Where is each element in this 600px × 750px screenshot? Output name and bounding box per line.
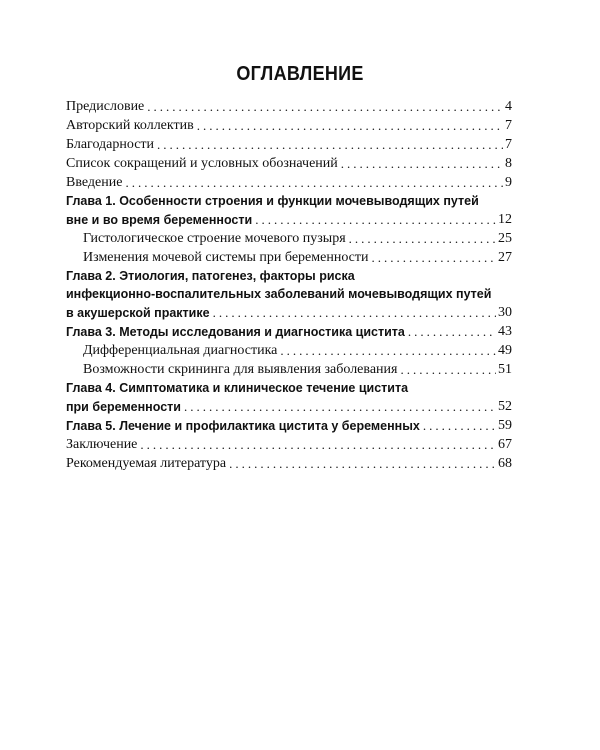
toc-entry-title: Предисловие — [66, 99, 145, 114]
toc-entry-abbreviations — [66, 153, 512, 172]
toc-entry-title: Заключение — [66, 437, 138, 452]
toc-entry-title: Благодарности — [66, 137, 155, 152]
toc-chapter-1-line1 — [66, 191, 512, 209]
dot-leader — [280, 343, 496, 359]
toc-entry-page: 7 — [505, 118, 512, 133]
dot-leader — [408, 324, 496, 340]
dot-leader — [372, 250, 496, 266]
toc-entry-page: 4 — [505, 99, 512, 114]
toc-entry-page: 43 — [498, 324, 512, 339]
page-title: ОГЛАВЛЕНИЕ — [236, 63, 364, 85]
dot-leader — [140, 437, 496, 453]
toc-entry-preface — [66, 96, 512, 115]
toc-entry-title: вне и во время беременности — [66, 213, 253, 227]
toc-entry-title: Рекомендуемая литература — [66, 456, 227, 471]
toc-entry-urinary-changes — [66, 247, 512, 266]
toc-entry-title: Авторский коллектив — [66, 118, 194, 133]
toc-entry-histology — [66, 228, 512, 247]
dot-leader — [423, 418, 496, 434]
toc-entry-title: Дифференциальная диагностика — [83, 343, 278, 358]
toc-entry-title: Глава 3. Методы исследования и диагностика цистита — [66, 325, 405, 339]
dot-leader — [349, 231, 496, 247]
toc-entry-title: Глава 5. Лечение и профилактика цистита у беременных — [66, 419, 420, 433]
toc-entry-title: Глава 2. Этиология, патогенез, факторы риска — [66, 269, 355, 283]
toc-entry-authors — [66, 115, 512, 134]
dot-leader — [184, 399, 496, 415]
table-of-contents — [66, 96, 512, 472]
toc-entry-title: в акушерской практике — [66, 306, 210, 320]
toc-entry-page: 67 — [498, 437, 512, 452]
toc-entry-page: 8 — [505, 156, 512, 171]
toc-entry-title: Список сокращений и условных обозначений — [66, 156, 338, 171]
toc-entry-page: 27 — [498, 250, 512, 265]
dot-leader — [213, 305, 496, 321]
toc-entry-page: 51 — [498, 362, 512, 377]
toc-chapter-1-line2 — [66, 209, 512, 228]
toc-entry-page: 9 — [505, 175, 512, 190]
toc-entry-title: инфекционно-воспалительных заболеваний мочевыводящих путей — [66, 287, 492, 301]
toc-chapter-2-line2 — [66, 284, 512, 302]
toc-entry-page: 12 — [498, 212, 512, 227]
dot-leader — [147, 99, 503, 115]
toc-chapter-2-line1 — [66, 266, 512, 284]
toc-entry-page: 30 — [498, 305, 512, 320]
dot-leader — [255, 212, 496, 228]
toc-entry-title: Глава 4. Симптоматика и клиническое течение цистита — [66, 381, 409, 395]
toc-entry-page: 25 — [498, 231, 512, 246]
toc-entry-differential — [66, 340, 512, 359]
toc-entry-title: Гистологическое строение мочевого пузыря — [83, 231, 346, 246]
dot-leader — [400, 362, 496, 378]
toc-entry-page: 49 — [498, 343, 512, 358]
dot-leader — [197, 118, 503, 134]
toc-chapter-2-line3 — [66, 302, 512, 321]
toc-entry-title: при беременности — [66, 400, 181, 414]
toc-entry-title: Изменения мочевой системы при беременности — [83, 250, 369, 265]
toc-entry-screening — [66, 359, 512, 378]
toc-chapter-4-line2 — [66, 396, 512, 415]
toc-entry-page: 52 — [498, 399, 512, 414]
toc-entry-title: Возможности скрининга для выявления заболевания — [83, 362, 398, 377]
dot-leader — [157, 137, 503, 153]
toc-entry-title: Глава 1. Особенности строения и функции мочевыводящих путей — [66, 194, 479, 208]
dot-leader — [125, 175, 503, 191]
toc-chapter-4-line1 — [66, 378, 512, 396]
toc-entry-introduction — [66, 172, 512, 191]
toc-entry-title: Введение — [66, 175, 123, 190]
toc-entry-conclusion — [66, 434, 512, 453]
toc-entry-page: 68 — [498, 456, 512, 471]
dot-leader — [341, 156, 503, 172]
toc-entry-literature — [66, 453, 512, 472]
toc-entry-page: 7 — [505, 137, 512, 152]
toc-chapter-3 — [66, 321, 512, 340]
dot-leader — [229, 456, 496, 472]
toc-chapter-5 — [66, 415, 512, 434]
toc-entry-page: 59 — [498, 418, 512, 433]
toc-entry-acknowledgements — [66, 134, 512, 153]
